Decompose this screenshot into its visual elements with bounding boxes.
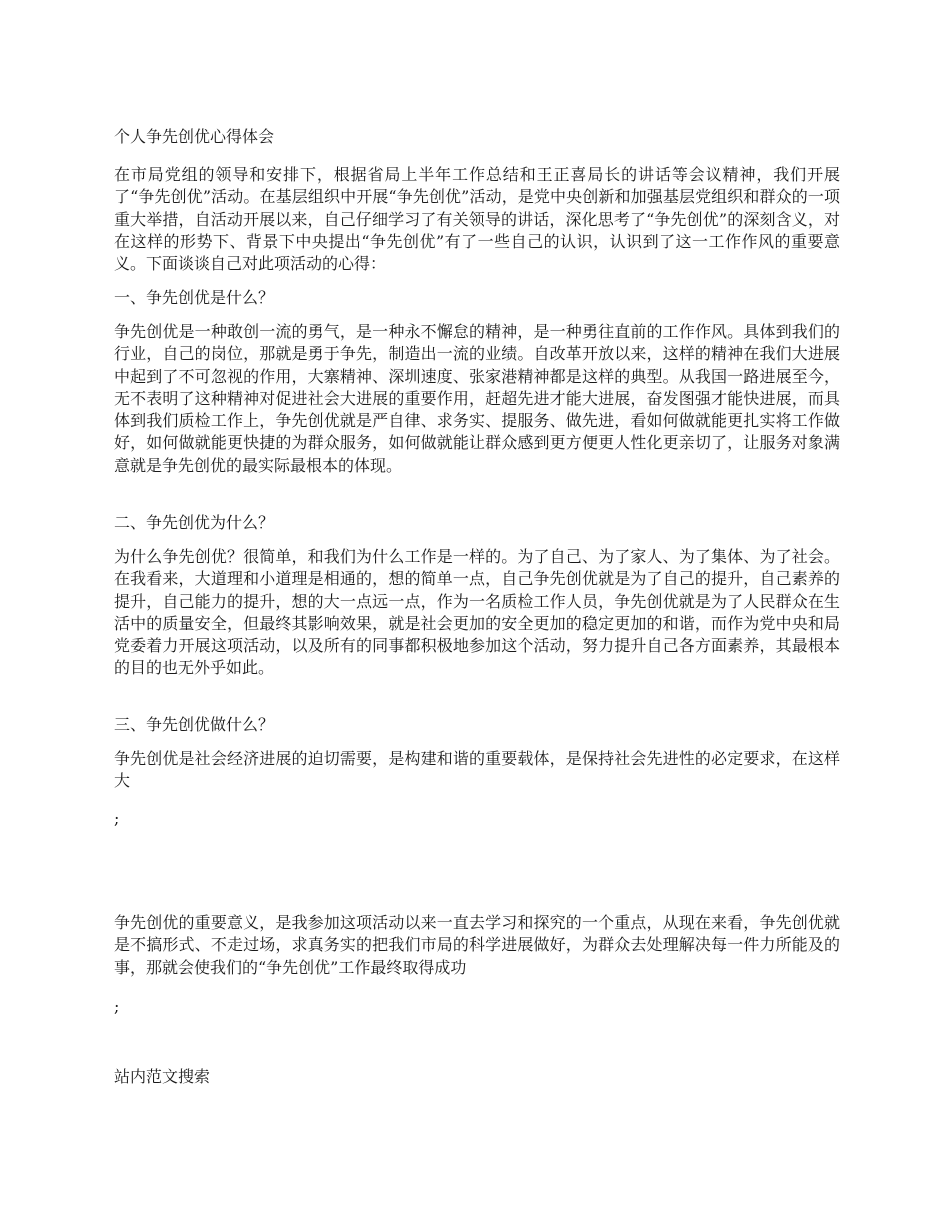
section2-body: 为什么争先创优？很简单，和我们为什么工作是一样的。为了自己、为了家人、为了集体、为了社会。在我看来，大道理和小道理是相通的，想的简单一点，自己争先创优就是为了自己的提升，自己素养的提升，自己能力的提升，想的大一点远一点，作为一名质检工作人员，争先创优就是为了人民群众在生活中的质量安全，但最终其影响效果，就是社会更加的安全更加的稳定更加的和谐，而作为党中央和局党委着力开展这项活动，以及所有的同事都积极地参加这个活动，努力提升自己各方面素养，其最根本的目的也无外乎如此。 [114, 547, 840, 678]
separator-semicolon-1: ; [114, 809, 120, 828]
section3-body: 争先创优是社会经济进展的迫切需要，是构建和谐的重要载体，是保持社会先进性的必定要求，在这样大 [114, 749, 840, 791]
section1-heading: 一、争先创优是什么？ [114, 288, 275, 307]
document-title: 个人争先创优心得体会 [114, 127, 275, 146]
section1-body: 争先创优是一种敢创一流的勇气，是一种永不懈怠的精神，是一种勇往直前的工作作风。具体到我们的行业，自己的岗位，那就是勇于争先，制造出一流的业绩。自改革开放以来，这样的精神在我们大进展中起到了不可忽视的作用，大寨精神、深圳速度、张家港精神都是这样的典型。从我国一路进展至今，无不表明了这种精神对促进社会大进展的重要作用，赶超先进才能大进展，奋发图强才能快进展，而具体到我们质检工作上，争先创优就是严自律、求务实、提服务、做先进，看如何做就能更扎实将工作做好，如何做就能更快捷的为群众服务，如何做就能让群众感到更方便更人性化更亲切了，让服务对象满意就是争先创优的最实际最根本的体现。 [114, 322, 840, 475]
site-search-link[interactable]: 站内范文搜索 [114, 1067, 211, 1086]
closing-paragraph: 争先创优的重要意义，是我参加这项活动以来一直去学习和探究的一个重点，从现在来看，争先创优就是不搞形式、不走过场，求真务实的把我们市局的科学进展做好，为群众去处理解决每一件力所能及的事，那就会使我们的“争先创优”工作最终取得成功 [114, 913, 840, 977]
separator-semicolon-2: ; [114, 997, 120, 1016]
section2-heading: 二、争先创优为什么？ [114, 513, 275, 532]
section3-heading: 三、争先创优做什么？ [114, 715, 275, 734]
intro-paragraph: 在市局党组的领导和安排下，根据省局上半年工作总结和王正喜局长的讲话等会议精神，我们开展了“争先创优”活动。在基层组织中开展“争先创优”活动，是党中央创新和加强基层党组织和群众的一项重大举措，自活动开展以来，自己仔细学习了有关领导的讲话，深化思考了“争先创优”的深刻含义，对在这样的形势下、背景下中央提出“争先创优”有了一些自己的认识，认识到了这一工作作风的重要意义。下面谈谈自己对此项活动的心得： [114, 165, 840, 274]
